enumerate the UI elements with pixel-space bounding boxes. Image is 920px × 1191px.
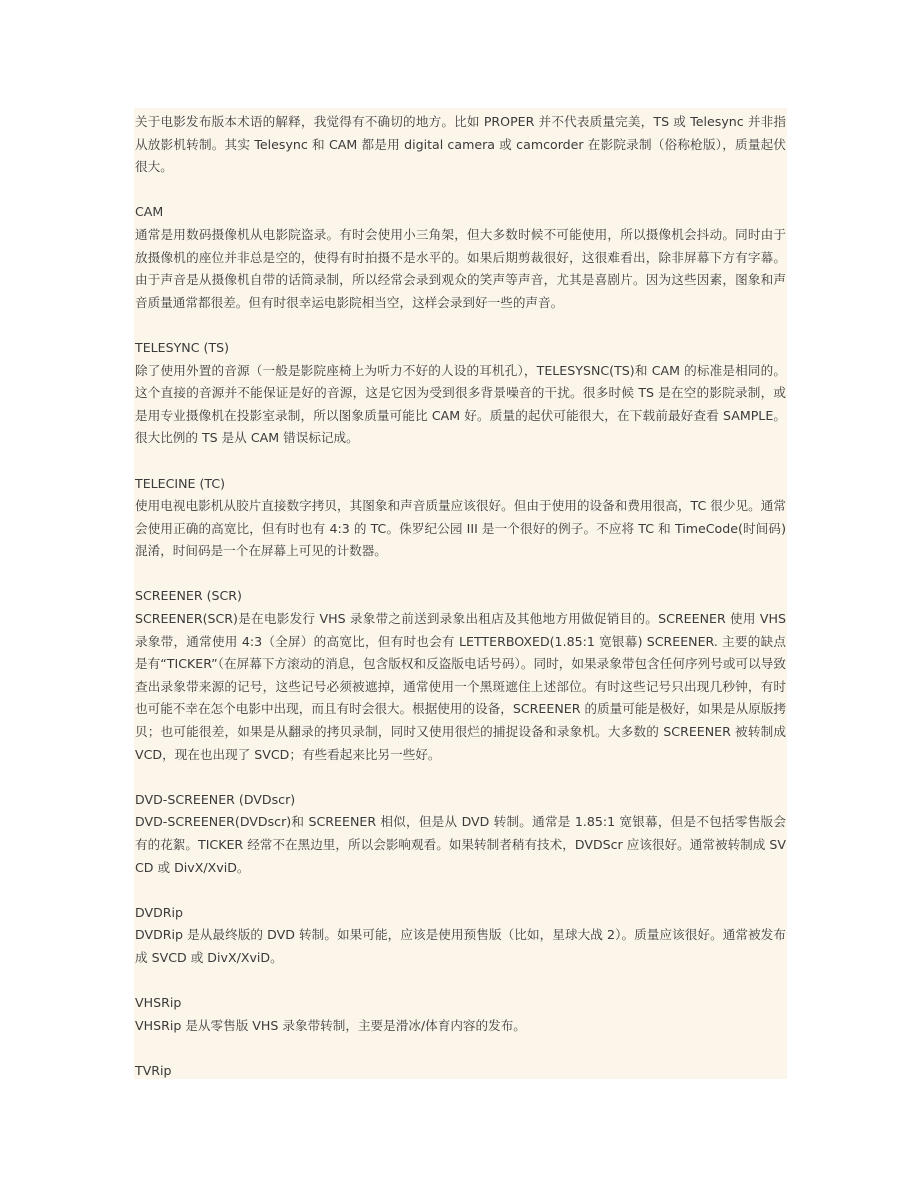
section-body-dvd-screener: DVD-SCREENER(DVDscr)和 SCREENER 相似，但是从 DVD 转制。通常是 1.85:1 宽银幕，但是不包括零售版会有的花絮。TICKER 经常不在黑边里，所以会影响观看。如果转制者稍有技术，DVDScr 应该很好。通常被转制成 SVCD 或 DivX/XviD。 <box>135 814 786 875</box>
section-title-screener: SCREENER (SCR) <box>135 588 242 604</box>
spacer <box>135 450 786 473</box>
spacer <box>135 179 786 202</box>
spacer <box>135 314 786 337</box>
document-content <box>135 111 786 1083</box>
section-title-telesync: TELESYNC (TS) <box>135 339 230 355</box>
spacer <box>135 1037 786 1060</box>
section-body-dvdrip: DVDRip 是从最终版的 DVD 转制。如果可能，应该是使用预售版（比如，星球大战 2）。质量应该很好。通常被发布成 SVCD 或 DivX/XviD。 <box>135 927 786 965</box>
spacer <box>135 879 786 902</box>
section-title-dvdrip: DVDRip <box>135 904 184 920</box>
section-title-tvrip: TVRip <box>135 1062 172 1078</box>
section-body-cam: 通常是用数码摄像机从电影院盗录。有时会使用小三角架，但大多数时候不可能使用，所以摄像机会抖动。同时由于放摄像机的座位并非总是空的，使得有时拍摄不是水平的。如果后期剪裁很好，这很难看出，除非屏幕下方有字幕。由于声音是从摄像机自带的话筒录制，所以经常会录到观众的笑声等声音，尤其是喜剧片。因为这些因素，图象和声音质量通常都很差。但有时很幸运电影院相当空，这样会录到好一些的声音。 <box>135 226 786 310</box>
intro-paragraph: 关于电影发布版本术语的解释，我觉得有不确切的地方。比如 PROPER 并不代表质量完美，TS 或 Telesync 并非指从放影机转制。其实 Telesync 和 CAM 都是用 digital camera 或 camcorder 在影院录制（俗称枪版），质量起伏很大。 <box>135 114 786 175</box>
section-body-telecine: 使用电视电影机从胶片直接数字拷贝，其图象和声音质量应该很好。但由于使用的设备和费用很高，TC 很少见。通常会使用正确的高宽比，但有时也有 4:3 的 TC。侏罗纪公园 III 是一个很好的例子。不应将 TC 和 TimeCode(时间码)混淆，时间码是一个在屏幕上可见的计数器。 <box>135 498 786 559</box>
section-body-telesync: 除了使用外置的音源（一般是影院座椅上为听力不好的人设的耳机孔），TELESYSNC(TS)和 CAM 的标准是相同的。这个直接的音源并不能保证是好的音源，这是它因为受到很多背景噪音的干扰。很多时候 TS 是在空的影院录制，或是用专业摄像机在投影室录制，所以图象质量可能比 CAM 好。质量的起伏可能很大，在下载前最好查看 SAMPLE。很大比例的 TS 是从 CAM 错误标记成。 <box>135 362 786 446</box>
spacer <box>135 563 786 586</box>
spacer <box>135 766 786 789</box>
section-title-dvd-screener: DVD-SCREENER (DVDscr) <box>135 791 296 807</box>
spacer <box>135 970 786 993</box>
section-body-screener: SCREENER(SCR)是在电影发行 VHS 录象带之前送到录象出租店及其他地方用做促销目的。SCREENER 使用 VHS 录象带，通常使用 4:3（全屏）的高宽比，但有时也会有 LETTERBOXED(1.85:1 宽银幕) SCREENER. 主要的缺点是有“TICKER”（在屏幕下方滚动的消息，包含版权和反盗版电话号码）。同时，如果录象带包含任何序列号或可以导致查出录象带来源的记号，这些记号必须被遮掉，通常使用一个黑斑遮住上述部位。有时这些记号只出现几秒钟，有时也可能不幸在怎个电影中出现，而且有时会很大。根据使用的设备，SCREENER 的质量可能是极好，如果是从原版拷贝；也可能很差，如果是从翻录的拷贝录制，同时又使用很烂的捕捉设备和录象机。大多数的 SCREENER 被转制成 VCD，现在也出现了 SVCD；有些看起来比另一些好。 <box>135 611 786 762</box>
section-title-telecine: TELECINE (TC) <box>135 475 226 491</box>
section-body-vhsrip: VHSRip 是从零售版 VHS 录象带转制，主要是滑冰/体育内容的发布。 <box>135 1017 526 1033</box>
section-title-vhsrip: VHSRip <box>135 995 182 1011</box>
section-title-cam: CAM <box>135 204 164 220</box>
